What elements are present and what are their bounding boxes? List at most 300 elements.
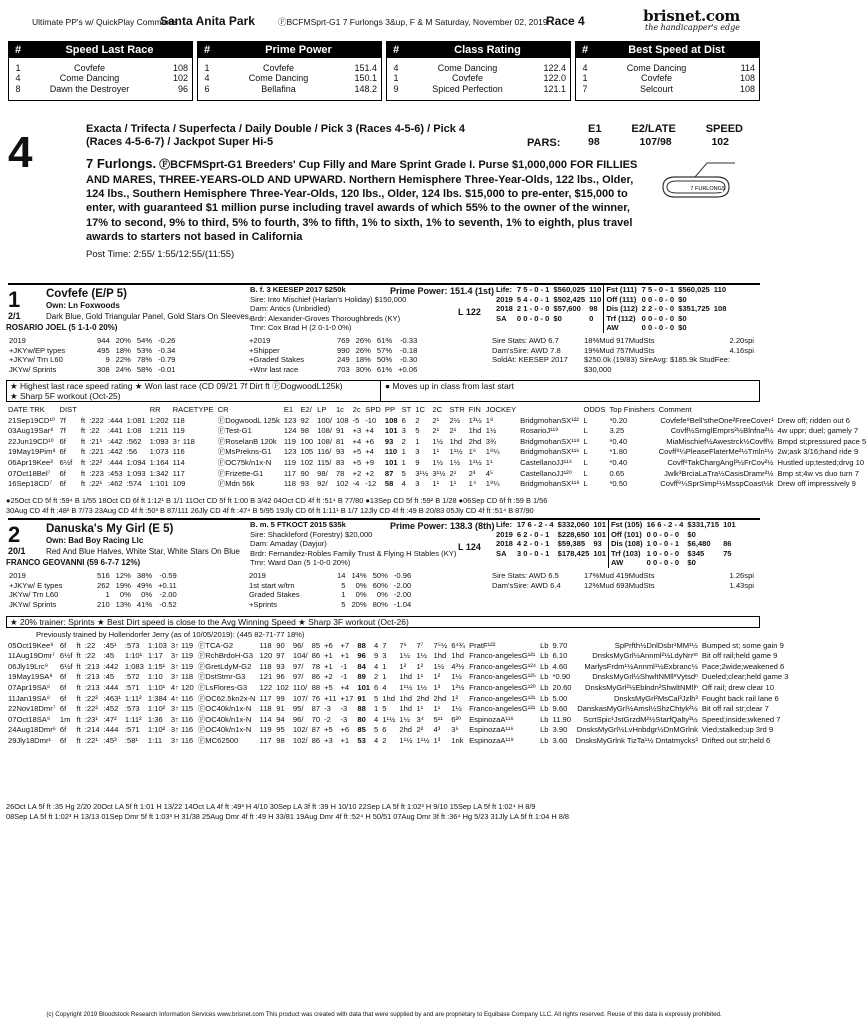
- pp-cell: 1: [401, 457, 406, 467]
- pp-cell: 119: [172, 426, 185, 436]
- pp-cell: 3¾: [485, 436, 497, 446]
- pp-cell: 1½: [451, 672, 462, 682]
- pp-cell: ⒻMdn 56k: [217, 479, 255, 489]
- sire-stat-label: SoldAt: KEESEP 2017: [492, 355, 568, 365]
- lifetime-cell: 0 0 - 0 - 0: [641, 323, 675, 333]
- rating-value: 108: [739, 73, 755, 84]
- pp-cell: :573: [124, 704, 140, 714]
- pp-cell: 5: [415, 426, 420, 436]
- horse-name: Come Dancing: [59, 73, 120, 84]
- pp-cell: 97: [276, 651, 285, 661]
- pp-cell: ft: [80, 447, 86, 457]
- pp-cell: 1:384: [147, 693, 167, 703]
- lifetime-table: [494, 520, 738, 568]
- stat-cell: 18%: [355, 355, 371, 365]
- lifetime-row: [494, 539, 738, 549]
- sire-stat-mud: $250.0k (19/83) SireAvg: $185.9k StudFee: $30,000: [584, 355, 730, 374]
- pp-cell: 5: [401, 468, 406, 478]
- pp-cell: 88: [357, 640, 366, 650]
- pp-cell: 11Jan19SA⁸: [8, 693, 50, 703]
- pp-cell: :45: [103, 651, 115, 661]
- pp-cell: 1½: [449, 457, 461, 467]
- pp-cell: 4: [374, 714, 379, 724]
- pp-header-cell: [125, 405, 148, 416]
- lifetime-cell: 86: [723, 539, 732, 549]
- stat-cell: +Sprints: [249, 599, 278, 609]
- pp-cell: Lb: [540, 735, 549, 745]
- lifetime-cell: $0: [687, 558, 696, 568]
- pp-cell: 19May19Pim⁸: [8, 447, 56, 457]
- pp-cell: 3↑ 118: [170, 672, 194, 682]
- rating-value: 108: [739, 83, 755, 94]
- pp-cell: DanskasMyGrl½Amsl½ShzChtyk²½: [577, 704, 698, 714]
- pp-cell: 6f: [59, 436, 66, 446]
- pp-cell: 1hd: [382, 693, 395, 703]
- program-number: 1: [582, 73, 588, 84]
- pp-cell: 110: [384, 447, 398, 457]
- lifetime-cell: 1 0 - 0 - 1: [646, 539, 680, 549]
- summary-box-title: Speed Last Race: [65, 43, 154, 56]
- pp-cell: 87: [311, 725, 321, 735]
- sire-stat-row: [492, 571, 754, 581]
- lifetime-cell: 98: [589, 304, 598, 314]
- rating-value: 121.1: [543, 83, 566, 94]
- stat-cell: JKYw/ Sprints: [9, 364, 57, 374]
- pp-cell: 1⁴: [468, 479, 477, 489]
- pp-cell: 91: [335, 426, 345, 436]
- pp-cell: 4: [374, 735, 379, 745]
- pp-cell: -10: [365, 415, 377, 425]
- pp-cell: 6f: [59, 640, 67, 650]
- pp-cell: 5: [374, 725, 379, 735]
- pp-cell: 1:11²: [124, 693, 142, 703]
- pp-cell: 03Aug19Sar⁸: [8, 426, 54, 436]
- pp-cell: 7f: [59, 415, 66, 425]
- pp-cell: +5: [324, 725, 333, 735]
- stat-cell: 2019: [9, 571, 26, 580]
- pp-cell: 102/: [292, 735, 308, 745]
- stat-cell: +JKYw/ E types: [9, 580, 63, 590]
- pp-cell: 1:08: [126, 426, 142, 436]
- product-name: Ultimate PP's w/ QuickPlay Comments: [32, 17, 178, 27]
- pp-cell: Covfefe⁸Bell'stheOne²FreeCover¹: [660, 415, 774, 425]
- pp-trainer-row: [6, 630, 790, 641]
- workout-line: 30Aug CD 4f ft :48² B 7/73 23Aug CD 4f ft :50³ B 87/111 26Jly CD 4f ft :47⁴ B 5/95 19Jly CD 6f ft 1:11¹ B 1/7 12Jly CD 4f ft :49 B 20/83 05Jly CD 4f ft :51⁴ B 87/90: [6, 506, 534, 515]
- pp-cell: :22²: [84, 704, 98, 714]
- pp-cell: 1:36: [147, 714, 163, 724]
- stat-cell: +Shipper: [249, 345, 280, 355]
- pp-cell: 1hd: [449, 436, 463, 446]
- lifetime-cell: $57,600: [553, 304, 581, 314]
- pp-cell: Lb: [540, 725, 549, 735]
- past-performance-table: [6, 405, 868, 490]
- pp-cell: 3↑ 116: [170, 735, 194, 745]
- pp-cell: 24Aug18Dmr⁶: [8, 725, 56, 735]
- pp-cell: ⒻOC75k/n1x-N: [217, 457, 272, 467]
- pp-cell: :214: [84, 725, 100, 735]
- pp-cell: :222: [89, 415, 104, 425]
- pp-cell: :45³: [103, 735, 117, 745]
- stat-cell: 60%: [372, 580, 388, 590]
- pp-cell: 53: [357, 735, 366, 745]
- race-number: 4: [8, 128, 33, 177]
- pp-cell: Franco-angelesG¹²⁴: [469, 661, 537, 671]
- stat-cell: 495: [97, 345, 110, 355]
- pp-cell: 1²: [433, 672, 441, 682]
- pp-cell: Lb: [540, 661, 549, 671]
- lifetime-cell: $502,425: [553, 294, 586, 304]
- pp-cell: 05Oct19Kee⁹: [8, 640, 54, 650]
- pp-row: [6, 704, 790, 715]
- pp-cell: *0.50: [609, 479, 628, 489]
- summary-row: [9, 63, 192, 73]
- lifetime-cell: SA: [496, 313, 507, 323]
- sire-stat-spi: 4.16spi: [729, 345, 754, 355]
- pp-cell: 3↑ 119: [170, 651, 194, 661]
- pp-cell: 1hd: [433, 651, 447, 661]
- pp-cell: +4: [340, 682, 350, 692]
- pp-cell: -1: [340, 661, 348, 671]
- pp-cell: :572: [124, 672, 140, 682]
- brand-name: brisnet.com: [643, 7, 740, 25]
- horse-name: Come Dancing: [437, 63, 498, 73]
- pp-cell: -1: [340, 672, 348, 682]
- pp-row: [6, 715, 790, 726]
- breeding-line: Sire: Into Mischief (Harlan's Holiday) $150,000: [250, 294, 407, 304]
- pp-cell: 1¹: [432, 447, 440, 457]
- pp-cell: 119: [283, 436, 296, 446]
- pp-cell: 11.90: [552, 714, 571, 724]
- pp-cell: +1: [324, 651, 333, 661]
- pp-cell: 1: [382, 672, 387, 682]
- pp-cell: 1¹½: [399, 682, 413, 692]
- jockey-stats-table: [6, 336, 178, 374]
- pp-cell: 104/: [292, 651, 308, 661]
- pp-cell: +5: [352, 457, 362, 467]
- pp-cell: ⒻMC62500: [197, 735, 239, 745]
- pace-value-e1: 98: [588, 136, 600, 148]
- pp-cell: 11Aug19Dmr⁷: [8, 651, 55, 661]
- pp-cell: 1hd: [468, 426, 482, 436]
- pp-cell: CastellanoJJ¹²⁰: [520, 468, 572, 478]
- pp-cell: 2hd: [433, 693, 447, 703]
- program-number: 4: [393, 63, 399, 73]
- stat-cell: -0.01: [158, 364, 176, 374]
- pp-cell: 94: [276, 714, 285, 724]
- pp-header-cell: 2C: [432, 405, 443, 414]
- pp-cell: +4: [352, 436, 362, 446]
- pp-cell: 22Jun19CD¹⁰: [8, 436, 54, 446]
- pp-cell: Franco-angelesG¹²¹: [469, 693, 536, 703]
- pp-cell: 6²⁰: [451, 714, 462, 724]
- lifetime-cell: [515, 558, 556, 568]
- lifetime-cell: Fst (111): [604, 285, 640, 295]
- pp-cell: +2: [352, 468, 362, 478]
- lifetime-cell: Life:: [496, 520, 513, 529]
- lifetime-cell: $0: [553, 313, 562, 323]
- pp-cell: 2: [401, 436, 406, 446]
- pp-cell: 117: [283, 468, 296, 478]
- pp-cell: L: [583, 415, 588, 425]
- pp-header-row: [6, 405, 868, 416]
- pp-cell: *0.40: [609, 457, 628, 467]
- pp-cell: 4: [374, 640, 379, 650]
- summary-box-header: [9, 42, 192, 58]
- pp-cell: Hustled up;tested;drvg 10: [777, 457, 865, 467]
- summary-box-title: Prime Power: [265, 43, 332, 56]
- pp-cell: 1½: [433, 661, 445, 671]
- pp-cell: ft: [80, 415, 86, 425]
- pp-cell: MiaMischief½Awestrck½Covff½: [666, 436, 774, 446]
- pp-cell: :442: [103, 661, 119, 671]
- summary-table: [576, 63, 759, 94]
- pace-header-speed: SPEED: [705, 123, 743, 135]
- pp-cell: 1:103: [147, 640, 167, 650]
- lifetime-cell: $560,025: [553, 285, 586, 294]
- stat-row: [6, 365, 178, 375]
- lifetime-cell: 110: [589, 285, 602, 294]
- past-performances: [6, 630, 789, 747]
- lifetime-row: [494, 558, 738, 568]
- lifetime-cell: 4 2 - 0 - 1: [516, 539, 550, 549]
- pp-cell: +6: [365, 436, 374, 446]
- pp-cell: 9.60: [552, 704, 568, 714]
- pp-row: [6, 416, 868, 427]
- sire-stat-spi: 1.26spi: [729, 571, 754, 580]
- pp-cell: 5.00: [552, 693, 568, 703]
- pp-cell: :45¹: [103, 640, 117, 650]
- stat-cell: 0%: [376, 590, 388, 600]
- stat-cell: -0.96: [393, 571, 412, 580]
- pp-cell: +9: [365, 457, 374, 467]
- pp-cell: ft: [76, 693, 81, 703]
- pp-cell: Lb: [540, 704, 549, 714]
- pars-label: PARS:: [527, 137, 561, 149]
- summary-boxes: [8, 41, 760, 101]
- pp-cell: DnsksMyGrlnk TizTa¹½ Dntatmycks³: [575, 735, 698, 745]
- stat-cell: JKYw/ Trn L60: [9, 590, 59, 600]
- pp-cell: 2: [374, 672, 379, 682]
- pp-header-cell: ODDS: [583, 405, 606, 414]
- track-name: Santa Anita Park: [160, 14, 255, 28]
- lifetime-cell: 93: [593, 539, 602, 549]
- pp-cell: 3.60: [552, 735, 568, 745]
- pp-cell: +5: [352, 447, 362, 457]
- pp-cell: Bmpd st;pressured pace 5: [777, 436, 867, 446]
- stat-cell: 26%: [355, 345, 371, 355]
- pp-cell: +7: [340, 640, 350, 650]
- pp-header-cell: ST: [401, 405, 412, 414]
- lifetime-row: [494, 304, 728, 314]
- lifetime-cell: $0: [678, 294, 687, 304]
- pp-cell: *0.20: [609, 415, 628, 425]
- trainer-stats: [246, 336, 420, 374]
- pp-cell: DnsksMyGrl½Annml²½LdyNnⁿᵒ: [592, 651, 698, 661]
- pp-cell: 6f: [59, 735, 67, 745]
- pp-cell: 9.70: [552, 640, 568, 650]
- pp-cell: Bit off rail str;clear 7: [701, 704, 769, 714]
- pp-cell: -3: [324, 704, 331, 714]
- pp-cell: :452: [103, 704, 119, 714]
- pp-cell: ⒻDogwoodL 125k: [217, 415, 280, 425]
- pp-header-cell: FIN: [468, 405, 481, 414]
- lifetime-cell: $0: [678, 313, 687, 323]
- pp-cell: BridgmohanSX¹²²: [520, 415, 579, 425]
- pp-cell: 3¹½: [432, 468, 446, 478]
- pp-cell: 1:081: [126, 415, 146, 425]
- breeding-line: Trnr: Ward Dan (5 1-0-0 20%): [250, 558, 351, 568]
- stat-cell: 54%: [136, 336, 153, 345]
- pp-cell: 1½: [432, 436, 443, 446]
- pp-cell: 1:211: [149, 426, 169, 436]
- pp-cell: 4: [374, 661, 379, 671]
- track-map-label: 7 FURLONGS: [690, 186, 726, 192]
- pp-cell: ⒻTest-G1: [217, 426, 252, 436]
- lifetime-cell: 0 0 - 0 - 0: [646, 558, 680, 568]
- pp-header-cell: DIST: [59, 405, 77, 414]
- lifetime-cell: SA: [496, 548, 507, 558]
- pp-cell: 1hd: [399, 672, 413, 682]
- horse-name: Covfefe (E/P 5): [46, 288, 127, 300]
- stat-cell: -2.00: [393, 590, 412, 600]
- pp-cell: 1²: [451, 693, 459, 703]
- pp-cell: 1:11²: [124, 714, 142, 724]
- pp-cell: 3↑ 116: [170, 714, 194, 724]
- stat-cell: 50%: [376, 355, 393, 365]
- horse-name: Come Dancing: [626, 63, 687, 73]
- lifetime-cell: $178,425: [557, 548, 590, 558]
- pp-cell: :22: [84, 640, 96, 650]
- lifetime-cell: [556, 558, 592, 568]
- program-number: 4: [582, 63, 588, 73]
- pp-cell: 105: [300, 447, 314, 457]
- pp-cell: :441: [107, 426, 123, 436]
- pp-cell: -3: [340, 714, 348, 724]
- stat-cell: 18%: [115, 345, 131, 355]
- pp-cell: 108/: [317, 426, 332, 436]
- pp-cell: 1⁸: [485, 415, 494, 425]
- lifetime-cell: 2018: [496, 304, 513, 314]
- sire-stat-row: [492, 346, 754, 356]
- stat-row: [246, 365, 420, 375]
- pp-cell: 1:10²: [147, 704, 166, 714]
- workout-line: 08Sep LA 5f ft 1:02³ H 13/13 01Sep Dmr 5f ft 1:03³ H 31/38 25Aug Dmr 4f ft :49 H 33/81 19Aug Dmr 4f ft :52⁴ H 50/51 07Aug Dmr 3f ft :36⁴ Hg 5/23 31Jly LA 5f ft 1:04 H 8/8: [6, 812, 570, 821]
- lifetime-cell: 110: [713, 285, 727, 294]
- pp-cell: +1: [340, 735, 350, 745]
- pp-cell: CastellanoJJ¹¹⁴: [520, 457, 572, 467]
- stat-cell: 0%: [355, 580, 367, 590]
- pp-cell: 90: [300, 468, 309, 478]
- pp-cell: 1:10: [147, 672, 163, 682]
- pp-header-cell: [518, 405, 581, 416]
- stat-cell: +JKYw/ Trn L60: [9, 355, 63, 365]
- lifetime-cell: [712, 295, 729, 305]
- pp-cell: :444: [103, 725, 119, 735]
- pp-cell: 3↑ 118: [172, 436, 195, 446]
- pp-cell: :213: [84, 672, 100, 682]
- stat-cell: -0.52: [159, 599, 177, 609]
- pp-cell: EspinozaA¹¹⁶: [469, 714, 514, 724]
- workout-line: ●25Oct CD 5f ft :59⁴ B 1/55 18Oct CD 6f ft 1:12¹ B 1/1 11Oct CD 5f ft 1:00 B 3/42 04Oct CD 4f ft :51⁴ B 77/80 ●13Sep CD 5f ft :59² B 1/28 ●06Sep CD 6f ft :59 B 1/56: [6, 496, 548, 505]
- pp-cell: 4: [382, 682, 387, 692]
- pp-cell: 90: [276, 640, 285, 650]
- lifetime-record: [494, 285, 728, 333]
- pp-cell: :571: [124, 682, 140, 692]
- lifetime-cell: 7 5 - 0 - 1: [641, 285, 675, 294]
- pp-cell: BridgmohanSX¹¹⁸: [520, 479, 580, 489]
- pp-cell: 06Jly19Lrc⁹: [8, 661, 48, 671]
- stat-cell: 38%: [136, 571, 153, 580]
- pp-header-cell: 1c: [335, 405, 344, 414]
- pp-cell: 97/: [292, 672, 304, 682]
- pp-cell: 16Sep18CD⁷: [8, 479, 53, 489]
- pp-cell: ⒻRchBrdoH-G3: [197, 651, 253, 661]
- stat-cell: 50%: [372, 571, 388, 580]
- pp-cell: Drifted out str;held 6: [701, 735, 771, 745]
- race-conditions: [86, 156, 646, 244]
- pp-cell: 2hd: [399, 725, 413, 735]
- pp-cell: L: [583, 447, 588, 457]
- pp-cell: Covff⁸¼PleaseFlaterMe²½Tmln¹½: [658, 447, 774, 457]
- pp-cell: 3⁴: [416, 714, 424, 724]
- pace-headers: [588, 123, 743, 136]
- pp-cell: +5: [324, 682, 333, 692]
- program-number: 9: [393, 83, 399, 94]
- sire-stat-label: Dam'sSire: AWD 6.4: [492, 580, 561, 590]
- lifetime-table: [494, 285, 728, 333]
- pp-cell: 3↑ 115: [170, 704, 194, 714]
- pp-row: [6, 437, 868, 448]
- summary-box: [8, 41, 193, 101]
- pp-cell: 91: [357, 693, 366, 703]
- pp-cell: 3↑ 119: [170, 661, 194, 671]
- pp-cell: 0.65: [609, 468, 625, 478]
- lifetime-cell: $331,715: [687, 520, 720, 529]
- lifetime-cell: Off (101): [609, 530, 645, 540]
- pp-cell: ScrtSpic¹JstGrzdM²½StarfQalty³½: [583, 714, 698, 724]
- pp-cell: :22: [89, 426, 100, 436]
- pp-cell: 5: [382, 704, 387, 714]
- pp-cell: 88: [311, 682, 321, 692]
- pp-cell: ft: [76, 672, 81, 682]
- pp-cell: 07Oct18SA⁹: [8, 714, 51, 724]
- pp-cell: 6.10: [552, 651, 568, 661]
- lifetime-cell: Off (111): [604, 295, 640, 305]
- pp-cell: 100: [300, 436, 314, 446]
- stat-cell: 61%: [376, 364, 393, 374]
- stat-cell: Graded Stakes: [249, 590, 300, 600]
- pace-values: [588, 136, 743, 148]
- stat-cell: 308: [97, 364, 110, 374]
- pp-cell: 3⁵: [451, 725, 459, 735]
- pp-cell: Covff½SrnglEmprs²½Blnfna²½: [670, 426, 774, 436]
- pp-cell: ft: [76, 661, 81, 671]
- stat-cell: 0%: [141, 590, 153, 600]
- pp-cell: 91: [276, 704, 285, 714]
- race-conditions-text: ⒻBCFMSprt-G1 Breeders' Cup Filly and Mare Sprint Grade I. Purse $1,000,000 FOR FILLIES AND MARES, THREE-YEARS-OLD AND UPWARD. Northern Hemisphere Three-Year-Olds, 122 lbs., Older, 124 lbs., Southern Hemisphere Three-Year-Olds, 120 lbs., Older, 124 lbs. $15,000 to pre-enter, $15,000 to enter, with guaranteed $1 million purse including travel awards of which 55% to the owner of the winner, 17% to second, 9% to third, 5% to fourth, 3% to fifth, 1% to sixth, 1% to seventh, 1% to eighth, plus travel awards to starters not based in California: [86, 159, 638, 244]
- lifetime-cell: 6 2 - 0 - 1: [516, 529, 550, 539]
- pp-cell: 80: [357, 714, 366, 724]
- pp-cell: Lb: [540, 651, 549, 661]
- pp-cell: SpPrfth½DnlDsbr¹MM¹½: [614, 640, 698, 650]
- pp-cell: 2w;ask 3/16;hand ride 9: [777, 447, 859, 457]
- pp-cell: 98: [276, 735, 285, 745]
- pp-cell: 102: [335, 479, 349, 489]
- breeding-line: B. f. 3 KEESEP 2017 $250k: [250, 285, 346, 294]
- owner: Own: Ln Foxwoods: [46, 301, 120, 310]
- pp-cell: :444: [103, 682, 119, 692]
- pp-cell: 6f: [59, 682, 67, 692]
